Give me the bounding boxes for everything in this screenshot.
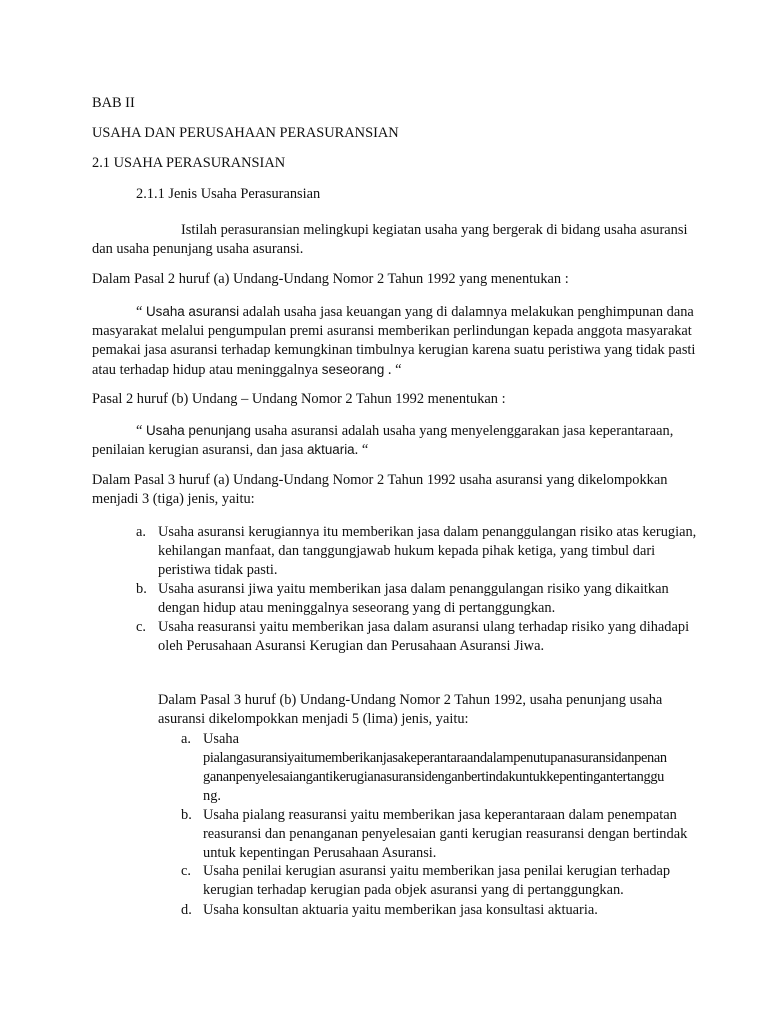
list2-item-b-line-3: untuk kepentingan Perusahaan Asuransi. <box>203 845 437 861</box>
list2-marker-c: c. <box>181 863 191 879</box>
list1-item-a-line-2: kehilangan manfaat, dan tanggungjawab hukum kepada pihak ketiga, yang timbul dari <box>158 543 656 559</box>
quote1-line-3: pemakai jasa asuransi terhadap kemungkinan timbulnya kerugian karena suatu peristiwa yang tidak pasti <box>92 342 696 358</box>
chapter-title: USAHA DAN PERUSAHAAN PERASURANSIAN <box>92 125 399 141</box>
quote2-line-2-c: . “ <box>354 442 369 458</box>
quote2-line-2-b: aktuaria <box>306 442 355 457</box>
list2-marker-b: b. <box>181 807 192 823</box>
list2-item-b-line-1: Usaha pialang reasuransi yaitu memberikan jasa keperantaraan dalam penempatan <box>203 807 677 823</box>
pasal2b-intro: Pasal 2 huruf (b) Undang – Undang Nomor 2 Tahun 1992 menentukan : <box>92 391 506 407</box>
list2-marker-a: a. <box>181 731 191 747</box>
list2-item-a-line-4: ng. <box>203 788 221 804</box>
list1-item-c-line-2: oleh Perusahaan Asuransi Kerugian dan Perusahaan Asuransi Jiwa. <box>158 638 545 654</box>
list1-marker-c: c. <box>136 619 146 635</box>
list1-item-b-line-2: dengan hidup atau meninggalnya seseorang yang di pertanggungkan. <box>158 600 556 616</box>
pasal3a-intro-line-1: Dalam Pasal 3 huruf (a) Undang-Undang Nomor 2 Tahun 1992 usaha asuransi yang dikelompokkan <box>92 472 668 488</box>
subsection-heading: 2.1.1 Jenis Usaha Perasuransian <box>136 186 321 202</box>
pasal3b-intro-line-2: asuransi dikelompokkan menjadi 5 (lima) jenis, yaitu: <box>158 711 469 727</box>
pasal3a-intro-line-2: menjadi 3 (tiga) jenis, yaitu: <box>92 491 255 507</box>
quote1-line-1-rest: adalah usaha jasa keuangan yang di dalamnya melakukan penghimpunan dana <box>239 304 694 320</box>
quote1-line-1 <box>136 302 694 322</box>
intro-line-2: dan usaha penunjang usaha asuransi. <box>92 241 304 257</box>
list2-item-a-line-1: Usaha <box>203 731 239 747</box>
quote1-term: Usaha asuransi <box>146 304 240 319</box>
quote1-line-4-b: seseorang <box>321 362 385 377</box>
quote2-line-1-rest: usaha asuransi adalah usaha yang menyelenggarakan jasa keperantaraan, <box>250 423 674 439</box>
list1-item-b-line-1: Usaha asuransi jiwa yaitu memberikan jasa dalam penanggulangan risiko yang dikaitkan <box>158 581 669 597</box>
quote1-line-4-a: atau terhadap hidup atau meninggalnya <box>92 362 322 378</box>
quote2-term: Usaha penunjang <box>146 423 251 438</box>
pasal3b-intro-line-1: Dalam Pasal 3 huruf (b) Undang-Undang Nomor 2 Tahun 1992, usaha penunjang usaha <box>158 692 663 708</box>
quote2-line-2 <box>92 440 368 460</box>
list1-item-c-line-1: Usaha reasuransi yaitu memberikan jasa dalam asuransi ulang terhadap risiko yang dihadapi <box>158 619 690 635</box>
quote1-line-4-c: . “ <box>384 362 402 378</box>
section-heading: 2.1 USAHA PERASURANSIAN <box>92 155 286 171</box>
list1-item-a-line-3: peristiwa tidak pasti. <box>158 562 278 578</box>
list2-item-a-line-2: pialangasuransiyaitumemberikanjasakeperantaraandalampenutupanasuransidanpenan <box>203 750 667 766</box>
chapter-heading: BAB II <box>92 95 135 111</box>
list1-marker-b: b. <box>136 581 147 597</box>
list2-item-b-line-2: reasuransi dan penanganan penyelesaian ganti kerugian reasuransi dengan bertindak <box>203 826 688 842</box>
quote1-open-mark: “ <box>136 304 146 320</box>
list1-item-a-line-1: Usaha asuransi kerugiannya itu memberikan jasa dalam penanggulangan risiko atas kerugian, <box>158 524 697 540</box>
intro-line-1: Istilah perasuransian melingkupi kegiatan usaha yang bergerak di bidang usaha asuransi <box>181 222 688 238</box>
list2-item-a-line-3: gananpenyelesaiangantikerugianasuransidenganbertindakuntukkepentingantertanggu <box>203 769 665 785</box>
list2-item-c-line-1: Usaha penilai kerugian asuransi yaitu memberikan jasa penilai kerugian terhadap <box>203 863 671 879</box>
list2-item-d-line-1: Usaha konsultan aktuaria yaitu memberikan jasa konsultasi aktuaria. <box>203 902 598 918</box>
quote1-line-2: masyarakat melalui pengumpulan premi asuransi memberikan perlindungan kepada anggota masyarakat <box>92 323 692 339</box>
quote2-line-2-a: penilaian kerugian asuransi, dan jasa <box>92 442 307 458</box>
pasal2a-intro: Dalam Pasal 2 huruf (a) Undang-Undang Nomor 2 Tahun 1992 yang menentukan : <box>92 271 569 287</box>
quote2-line-1 <box>136 421 673 441</box>
quote1-line-4 <box>92 360 402 380</box>
list1-marker-a: a. <box>136 524 146 540</box>
list2-marker-d: d. <box>181 902 192 918</box>
list2-item-c-line-2: kerugian terhadap kerugian pada objek asuransi yang di pertanggungkan. <box>203 882 624 898</box>
quote2-open-mark: “ <box>136 423 146 439</box>
